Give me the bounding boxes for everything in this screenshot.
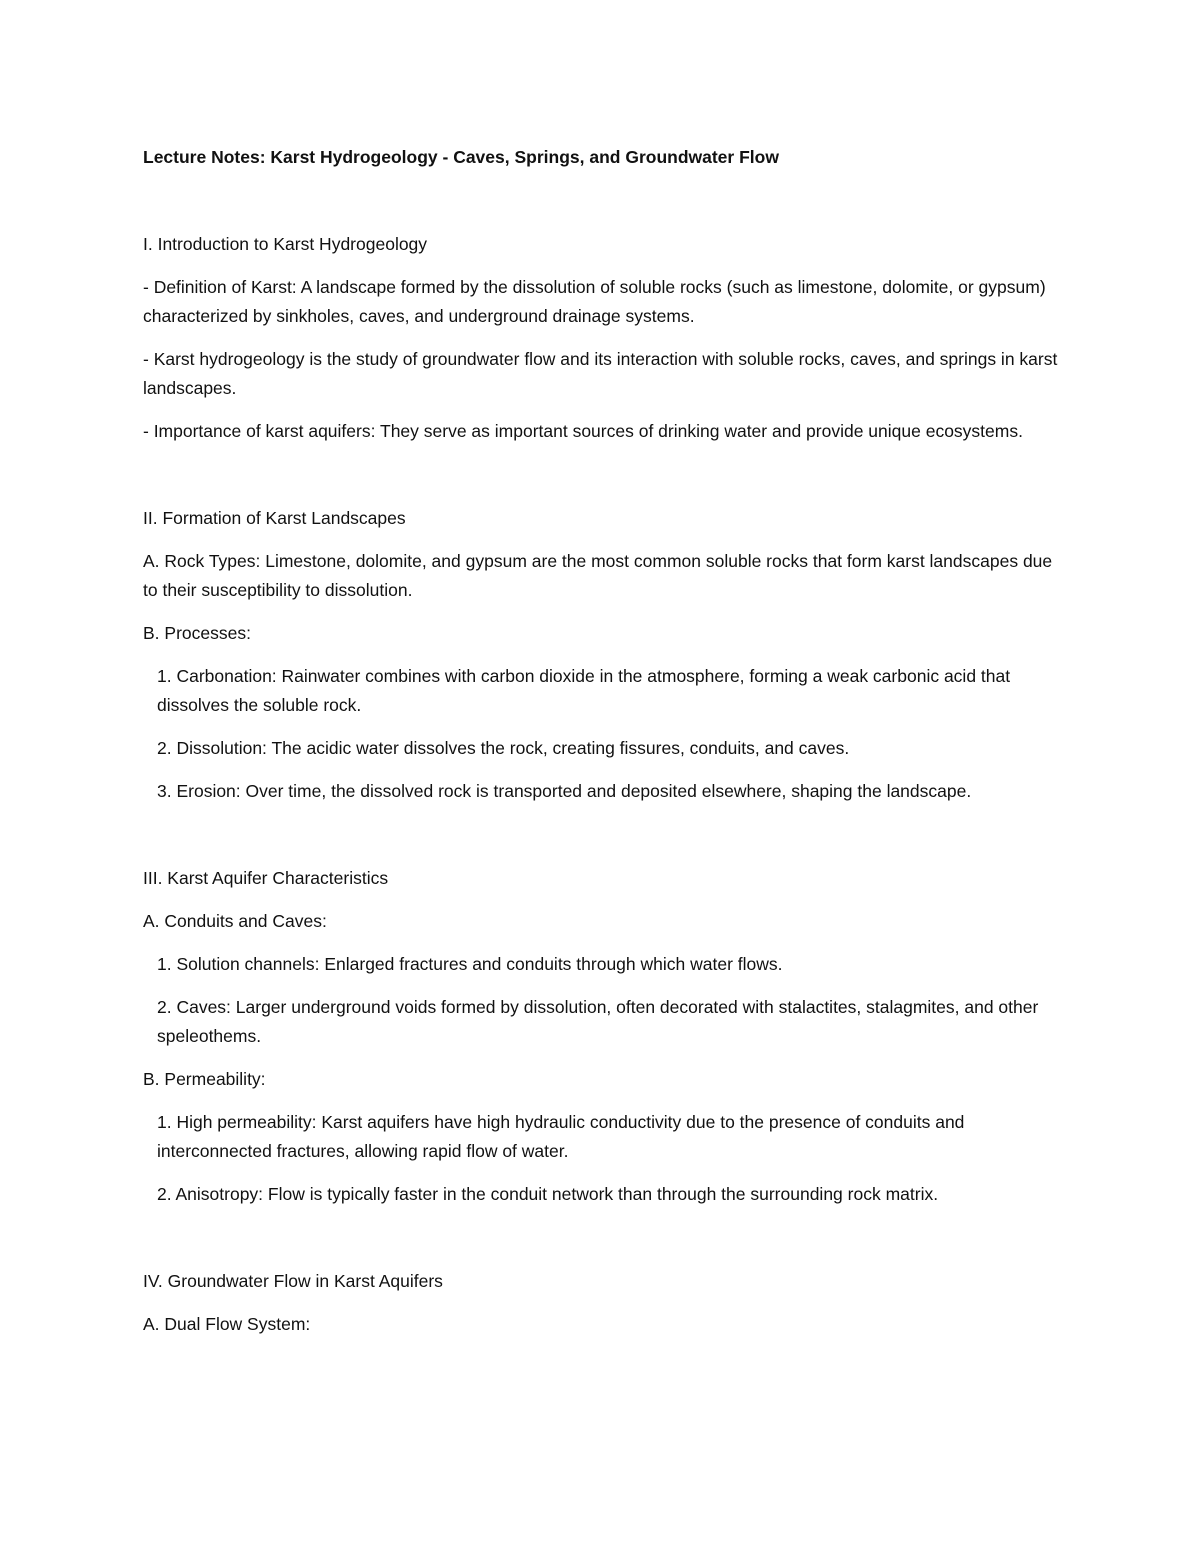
list-item: 2. Dissolution: The acidic water dissolves the rock, creating fissures, conduits, and caves.	[157, 738, 850, 758]
list-item: 3. Erosion: Over time, the dissolved rock is transported and deposited elsewhere, shaping the landscape.	[157, 781, 972, 801]
list-item: 1. Carbonation: Rainwater combines with carbon dioxide in the atmosphere, forming a weak carbonic acid that dissolves the soluble rock.	[157, 666, 1011, 715]
paragraph: - Definition of Karst: A landscape formed by the dissolution of soluble rocks (such as limestone, dolomite, or gypsum) characterized by sinkholes, caves, and underground drainage systems.	[143, 277, 1046, 326]
list-item: 1. Solution channels: Enlarged fractures and conduits through which water flows.	[157, 954, 783, 974]
document-body	[143, 143, 1063, 1339]
list-item: 2. Caves: Larger underground voids formed by dissolution, often decorated with stalactites, stalagmites, and other speleothems.	[157, 997, 1039, 1046]
list-item: 2. Anisotropy: Flow is typically faster in the conduit network than through the surrounding rock matrix.	[157, 1184, 939, 1204]
paragraph: B. Permeability:	[143, 1069, 266, 1089]
paragraph: - Importance of karst aquifers: They serve as important sources of drinking water and provide unique ecosystems.	[143, 421, 1023, 441]
paragraph: A. Conduits and Caves:	[143, 911, 327, 931]
section-heading: I. Introduction to Karst Hydrogeology	[143, 234, 428, 254]
paragraph: A. Rock Types: Limestone, dolomite, and gypsum are the most common soluble rocks that form karst landscapes due to their susceptibility to dissolution.	[143, 551, 1053, 600]
document-title: Lecture Notes: Karst Hydrogeology - Caves, Springs, and Groundwater Flow	[143, 147, 779, 167]
paragraph: B. Processes:	[143, 623, 251, 643]
paragraph: A. Dual Flow System:	[143, 1314, 311, 1334]
list-item: 1. High permeability: Karst aquifers have high hydraulic conductivity due to the presence of conduits and interconnected fractures, allowing rapid flow of water.	[157, 1112, 965, 1161]
section-heading: II. Formation of Karst Landscapes	[143, 508, 406, 528]
section-heading: IV. Groundwater Flow in Karst Aquifers	[143, 1271, 443, 1291]
section-heading: III. Karst Aquifer Characteristics	[143, 868, 389, 888]
paragraph: - Karst hydrogeology is the study of groundwater flow and its interaction with soluble rocks, caves, and springs in karst landscapes.	[143, 349, 1058, 398]
